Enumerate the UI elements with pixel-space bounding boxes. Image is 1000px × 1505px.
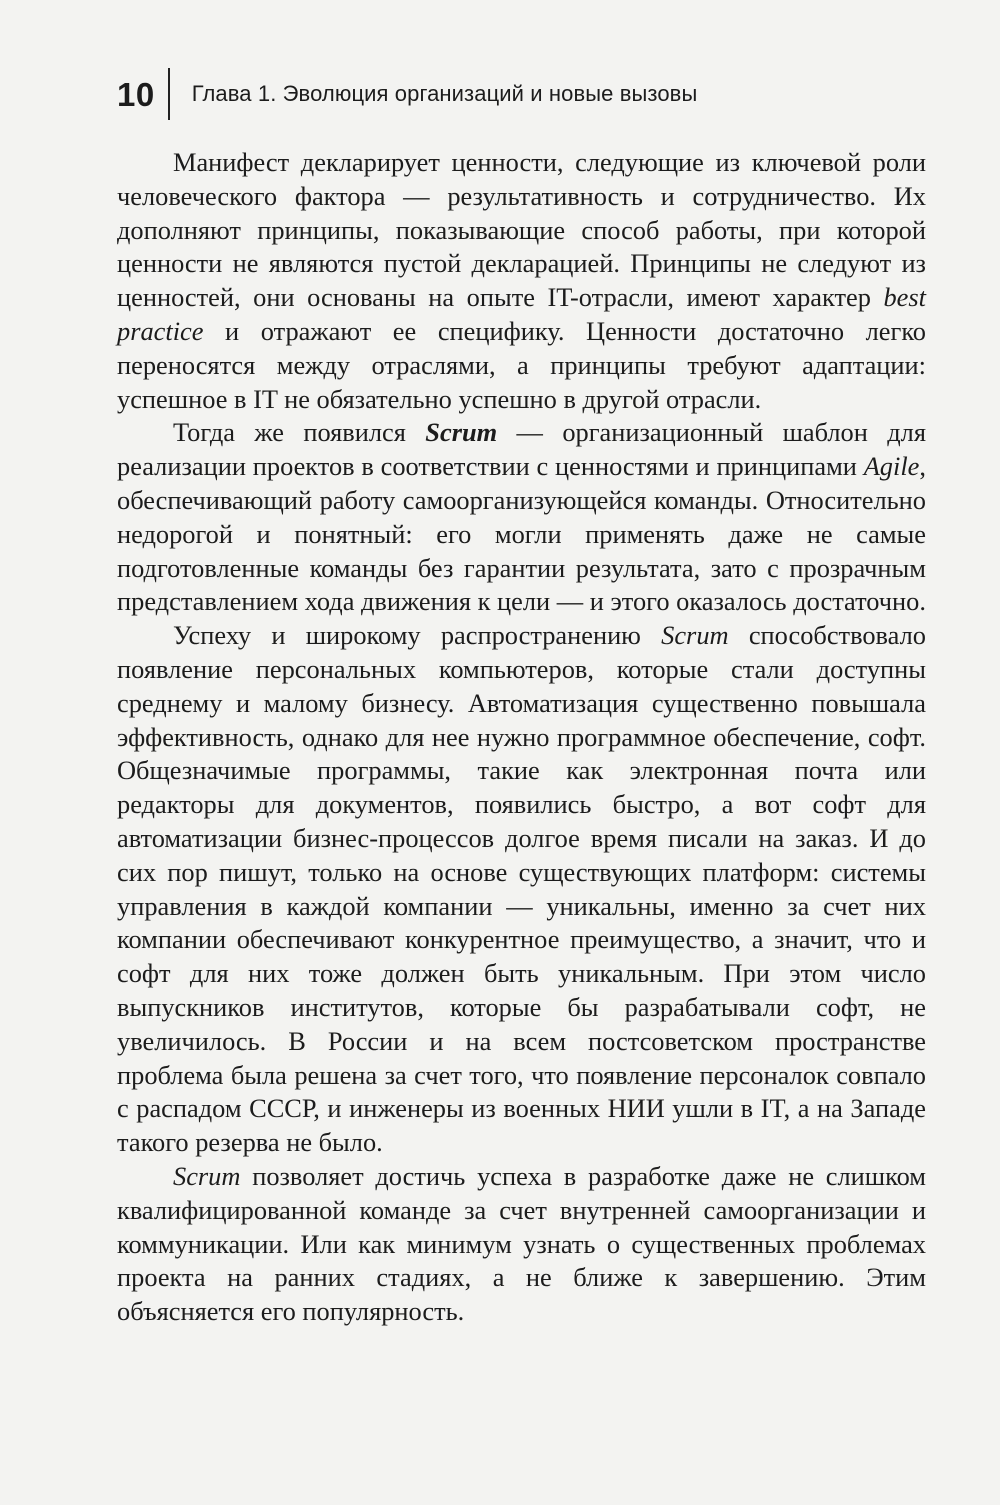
paragraph-4: [117, 1160, 926, 1329]
page-number: 10: [117, 75, 155, 113]
term-scrum: Scrum: [173, 1160, 241, 1191]
paragraph-text: Манифест декларирует ценности, следующие из ключевой роли человеческого фактора — результативность и сотрудничество. Их дополняют принципы, показывающие способ работы, при которой ценности не являются пустой декларацией. Принципы не следуют из ценностей, они основаны на опыте IT-отрасли, имеют характер: [117, 147, 926, 313]
chapter-title: Глава 1. Эволюция организаций и новые вызовы: [191, 81, 698, 106]
term-best-practice: best practice: [117, 282, 926, 346]
term-agile: Agile: [863, 451, 920, 482]
paragraph-1: [117, 146, 926, 416]
paragraph-text: позволяет достичь успеха в разработке даже не слишком квалифицированной команде за счет внутренней самоорганизации и коммуникации. Или как минимум узнать о существенных проблемах проекта на ранних стадиях, а не ближе к завершению. Этим объясняется его популярность.: [117, 1160, 926, 1327]
paragraph-text: Тогда же появился: [173, 417, 426, 448]
paragraph-text: Успеху и широкому распространению: [173, 620, 662, 651]
paragraph-3: [117, 619, 926, 1160]
paragraph-text: , обеспечивающий работу самоорганизующейся команды. Относительно недорогой и понятный: его могли применять даже не самые подготовленные команды без гарантии результата, зато с прозрачным представлением хода движения к цели — и этого оказалось достаточно.: [117, 451, 926, 617]
paragraph-text: и отражают ее специфику. Ценности достаточно легко переносятся между отраслями, а принципы требуют адаптации: успешное в IT не обязательно успешно в другой отрасли.: [117, 315, 926, 414]
paragraph-text: способствовало появление персональных компьютеров, которые стали доступны среднему и малому бизнесу. Автоматизация существенно повышала эффективность, однако для нее нужно программное обеспечение, софт. Общезначимые программы, такие как электронная почта или редакторы для документов, появились быстро, а вот софт для автоматизации бизнес-процессов долгое время писали на заказ. И до сих пор пишут, только на основе существующих платформ: системы управления в каждой компании — уникальны, именно за счет них компании обеспечивают конкурентное преимущество, а значит, что и софт для них тоже должен быть уникальным. При этом число выпускников институтов, которые бы разрабатывали софт, не увеличилось. В России и на всем постсоветском пространстве проблема была решена за счет того, что появление персоналок совпало с распадом СССР, и инженеры из военных НИИ ушли в IT, а на Западе такого резерва не было.: [117, 620, 926, 1158]
term-scrum: Scrum: [661, 620, 729, 651]
body-text: [117, 146, 926, 1329]
paragraph-text: — организационный шаблон для реализации проектов в соответствии с ценностями и принципами: [117, 417, 926, 482]
paragraph-2: [117, 416, 926, 619]
running-header: [117, 72, 697, 116]
term-scrum-emphasis: Scrum: [425, 417, 498, 448]
header-divider: [168, 68, 170, 120]
